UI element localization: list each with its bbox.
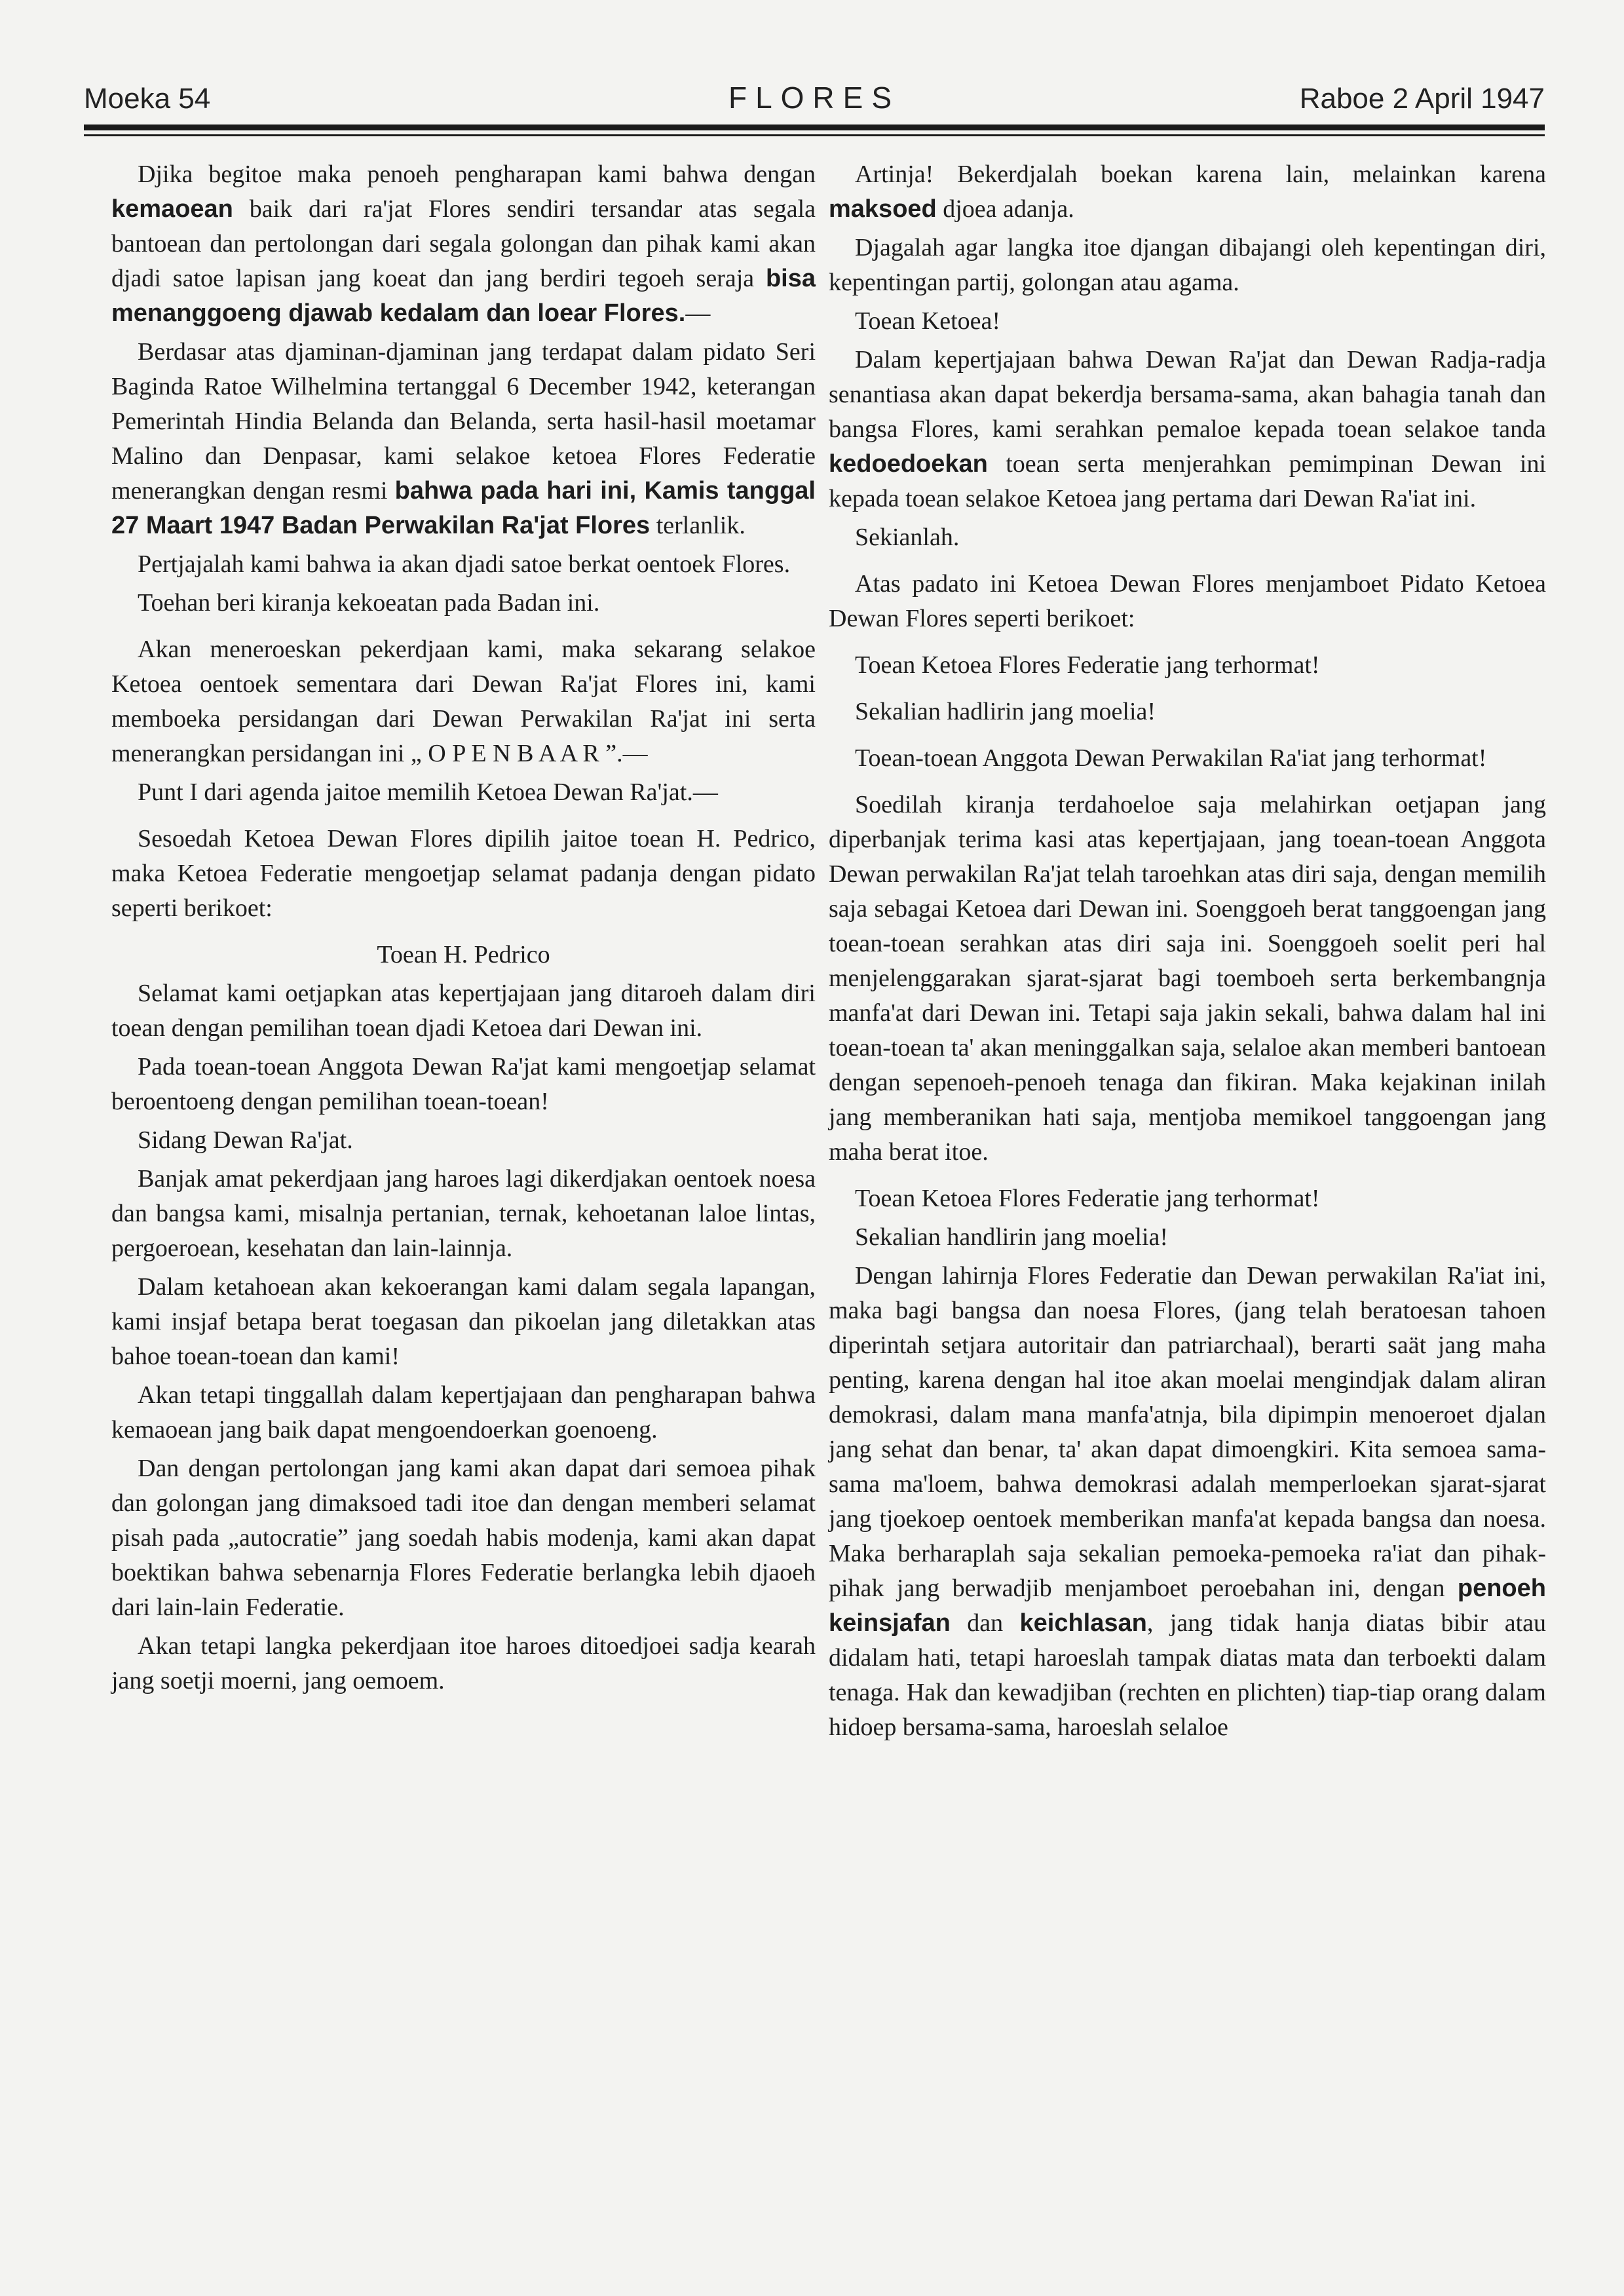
paragraph	[829, 695, 1546, 729]
text-run: Sesoedah Ketoea Dewan Flores dipilih jaitoe toean H. Pedrico, maka Ketoea Federatie mengoetjap selamat padanja dengan pidato seperti berikoet:	[111, 825, 816, 922]
text-run: terlanlik.	[650, 512, 746, 539]
paragraph	[829, 567, 1546, 636]
bold-text: keichlasan	[1019, 1609, 1147, 1637]
text-run: Atas padato ini Ketoea Dewan Flores menjamboet Pidato Ketoea Dewan Flores seperti berikoet:	[829, 570, 1546, 632]
text-run: Banjak amat pekerdjaan jang haroes lagi dikerdjakan oentoek noesa dan bangsa kami, misalnja pertanian, ternak, kehoetanan laloe lintas, pergoeroean, kesehatan dan lain-lainnja.	[111, 1165, 816, 1262]
text-run: Toean Ketoea Flores Federatie jang terhormat!	[855, 651, 1320, 679]
masthead-title: FLORES	[728, 81, 901, 115]
text-run: dan	[950, 1609, 1020, 1637]
text-run: Dengan lahirnja Flores Federatie dan Dewan perwakilan Ra'iat ini, maka bagi bangsa dan noesa Flores, (jang telah beratoesan tahoen diperintah setjara autoritair dan patriarchaal), berarti saät jang maha penting, karena dengan hal itoe akan moelai mengindjak dalam aliran demokrasi, dalam mana manfa'atnja, bila dipimpin menoeroet djalan jang sehat dan benar, ta' akan dapat dimoengkiri. Kita semoea sama-sama ma'loem, bahwa demokrasi adalah memperloekan sjarat-sjarat jang tjoekoep oentoek memberikan manfa'at kepada bangsa dan noesa. Maka berharaplah saja sekalian pemoeka-pemoeka ra'iat dan pihak-pihak jang berwadjib menjamboet peroebahan ini, dengan	[829, 1262, 1546, 1602]
left-column	[111, 157, 816, 1702]
text-run: Djagalah agar langka itoe djangan dibajangi oleh kepentingan diri, kepentingan partij, golongan atau agama.	[829, 234, 1546, 296]
text-run: —	[685, 299, 711, 327]
paragraph	[111, 1270, 816, 1374]
text-run: Akan meneroeskan pekerdjaan kami, maka sekarang selakoe Ketoea oentoek sementara dari Dewan Ra'jat Flores ini, kami memboeka persidangan dari Dewan Perwakilan Ra'jat ini serta menerangkan persidangan ini „ O P E N B A A R ”.—	[111, 636, 816, 767]
paragraph	[111, 775, 816, 810]
text-run: Toean Ketoea!	[855, 307, 1001, 335]
paragraph	[111, 547, 816, 582]
paragraph	[111, 976, 816, 1046]
paragraph	[829, 788, 1546, 1170]
bold-text: bisa menanggoeng djawab kedalam dan loear Flores.	[111, 265, 816, 327]
text-run: Berdasar atas djaminan-djaminan jang terdapat dalam pidato Seri Baginda Ratoe Wilhelmina tertanggal 6 December 1942, keterangan Pemerintah Hindia Belanda dan Belanda, serta hasil-hasil moetamar Malino dan Denpasar, kami selakoe ketoea Flores Federatie menerangkan dengan resmi	[111, 338, 816, 505]
bold-text: bahwa pada hari ini, Kamis tanggal 27 Maart 1947 Badan Perwakilan Ra'jat Flores	[111, 477, 816, 539]
paragraph	[111, 938, 816, 972]
paragraph	[111, 1162, 816, 1266]
paragraph	[111, 1123, 816, 1158]
text-run: , jang tidak hanja diatas bibir atau didalam hati, tetapi haroeslah tampak diatas mata dan terboekti dalam tenaga. Hak dan kewadjiban (rechten en plichten) tiap-tiap orang dalam hidoep bersama-sama, haroeslah selaloe	[829, 1609, 1546, 1741]
paragraph	[829, 157, 1546, 227]
right-column	[829, 157, 1546, 1749]
paragraph	[111, 157, 816, 331]
paragraph	[111, 632, 816, 771]
text-run: Selamat kami oetjapkan atas kepertjajaan jang ditaroeh dalam diri toean dengan pemilihan toean djadi Ketoea dari Dewan ini.	[111, 980, 816, 1042]
issue-number: Moeka 54	[84, 83, 211, 115]
page-header	[84, 73, 1545, 126]
text-run: Toean H. Pedrico	[377, 941, 550, 968]
bold-text: maksoed	[829, 195, 937, 223]
text-run: Sekalian handlirin jang moelia!	[855, 1223, 1169, 1251]
text-run: Pertjajalah kami bahwa ia akan djadi satoe berkat oentoek Flores.	[138, 550, 791, 578]
paragraph	[829, 1259, 1546, 1745]
text-run: Dalam ketahoean akan kekoerangan kami dalam segala lapangan, kami insjaf betapa berat toegasan dan pikoelan jang diletakkan atas bahoe toean-toean dan kami!	[111, 1273, 816, 1370]
paragraph	[111, 586, 816, 621]
paragraph	[829, 304, 1546, 339]
paragraph	[829, 520, 1546, 555]
text-run: toean serta menjerahkan pemimpinan Dewan ini kepada toean selakoe Ketoea jang pertama dari Dewan Ra'iat ini.	[829, 450, 1546, 512]
text-run: Dan dengan pertolongan jang kami akan dapat dari semoea pihak dan golongan jang dimaksoed tadi itoe dan dengan memberi selamat pisah pada „autocratie” jang soedah habis modenja, kami akan dapat boektikan bahwa sebenarnja Flores Federatie berlangka lebih djaoeh dari lain-lain Federatie.	[111, 1455, 816, 1621]
text-run: Sekalian hadlirin jang moelia!	[855, 698, 1156, 725]
text-run: Sidang Dewan Ra'jat.	[138, 1126, 353, 1154]
header-rule-thin	[84, 134, 1545, 136]
paragraph	[111, 822, 816, 926]
bold-text: kedoedoekan	[829, 450, 988, 478]
text-run: Toehan beri kiranja kekoeatan pada Badan ini.	[138, 589, 600, 617]
paragraph	[111, 1378, 816, 1447]
text-run: Punt I dari agenda jaitoe memilih Ketoea Dewan Ra'jat.—	[138, 778, 718, 806]
paragraph	[829, 343, 1546, 516]
paragraph	[829, 741, 1546, 776]
bold-text: penoeh keinsjafan	[829, 1575, 1546, 1637]
text-run: Djika begitoe maka penoeh pengharapan kami bahwa dengan	[138, 161, 816, 188]
text-run: Toean-toean Anggota Dewan Perwakilan Ra'iat jang terhormat!	[855, 744, 1487, 772]
paragraph	[111, 1629, 816, 1698]
text-run: Pada toean-toean Anggota Dewan Ra'jat kami mengoetjap selamat beroentoeng dengan pemilihan toean-toean!	[111, 1053, 816, 1115]
text-run: Toean Ketoea Flores Federatie jang terhormat!	[855, 1185, 1320, 1212]
text-run: Sekianlah.	[855, 524, 960, 551]
text-run: Artinja! Bekerdjalah boekan karena lain, melainkan karena	[855, 161, 1546, 188]
paragraph	[829, 648, 1546, 683]
paragraph	[829, 1181, 1546, 1216]
text-run: Dalam kepertjajaan bahwa Dewan Ra'jat dan Dewan Radja-radja senantiasa akan dapat bekerdja bersama-sama, akan bahagia tanah dan bangsa Flores, kami serahkan pemaloe kepada toean selakoe tanda	[829, 346, 1546, 443]
text-run: Soedilah kiranja terdahoeloe saja melahirkan oetjapan jang diperbanjak terima kasi atas kepertjajaan, jang toean-toean Anggota Dewan perwakilan Ra'jat telah taroehkan atas diri saja, dengan memilih saja sebagai Ketoea dari Dewan ini. Soenggoeh berat tanggoengan jang toean-toean serahkan atas diri saja ini. Soenggoeh soelit peri hal menjelenggarakan sjarat-sjarat bagi toemboeh serta berkembangnja manfa'at dari Dewan ini. Tetapi saja jakin sekali, bahwa dalam hal ini toean-toean ta' akan meninggalkan saja, selaloe akan memberi bantoean dengan sepenoeh-penoeh tenaga dan fikiran. Maka kejakinan inilah jang memberanikan hati saja, mentjoba memikoel tanggoengan jang maha berat itoe.	[829, 791, 1546, 1166]
paragraph	[829, 1220, 1546, 1255]
paragraph	[111, 1050, 816, 1119]
text-run: Akan tetapi langka pekerdjaan itoe haroes ditoedjoei sadja kearah jang soetji moerni, jang oemoem.	[111, 1632, 816, 1694]
text-run: djoea adanja.	[936, 195, 1074, 223]
paragraph	[111, 1451, 816, 1625]
bold-text: kemaoean	[111, 195, 233, 223]
text-run: Akan tetapi tinggallah dalam kepertjajaan dan pengharapan bahwa kemaoean jang baik dapat mengoendoerkan goenoeng.	[111, 1381, 816, 1444]
text-run: baik dari ra'jat Flores sendiri tersandar atas segala bantoean dan pertolongan dari segala golongan dan pihak kami akan djadi satoe lapisan jang koeat dan jang berdiri tegoeh seraja	[111, 195, 816, 292]
issue-date: Raboe 2 April 1947	[1299, 83, 1545, 115]
header-rule-thick	[84, 124, 1545, 130]
paragraph	[111, 335, 816, 543]
paragraph	[829, 231, 1546, 300]
